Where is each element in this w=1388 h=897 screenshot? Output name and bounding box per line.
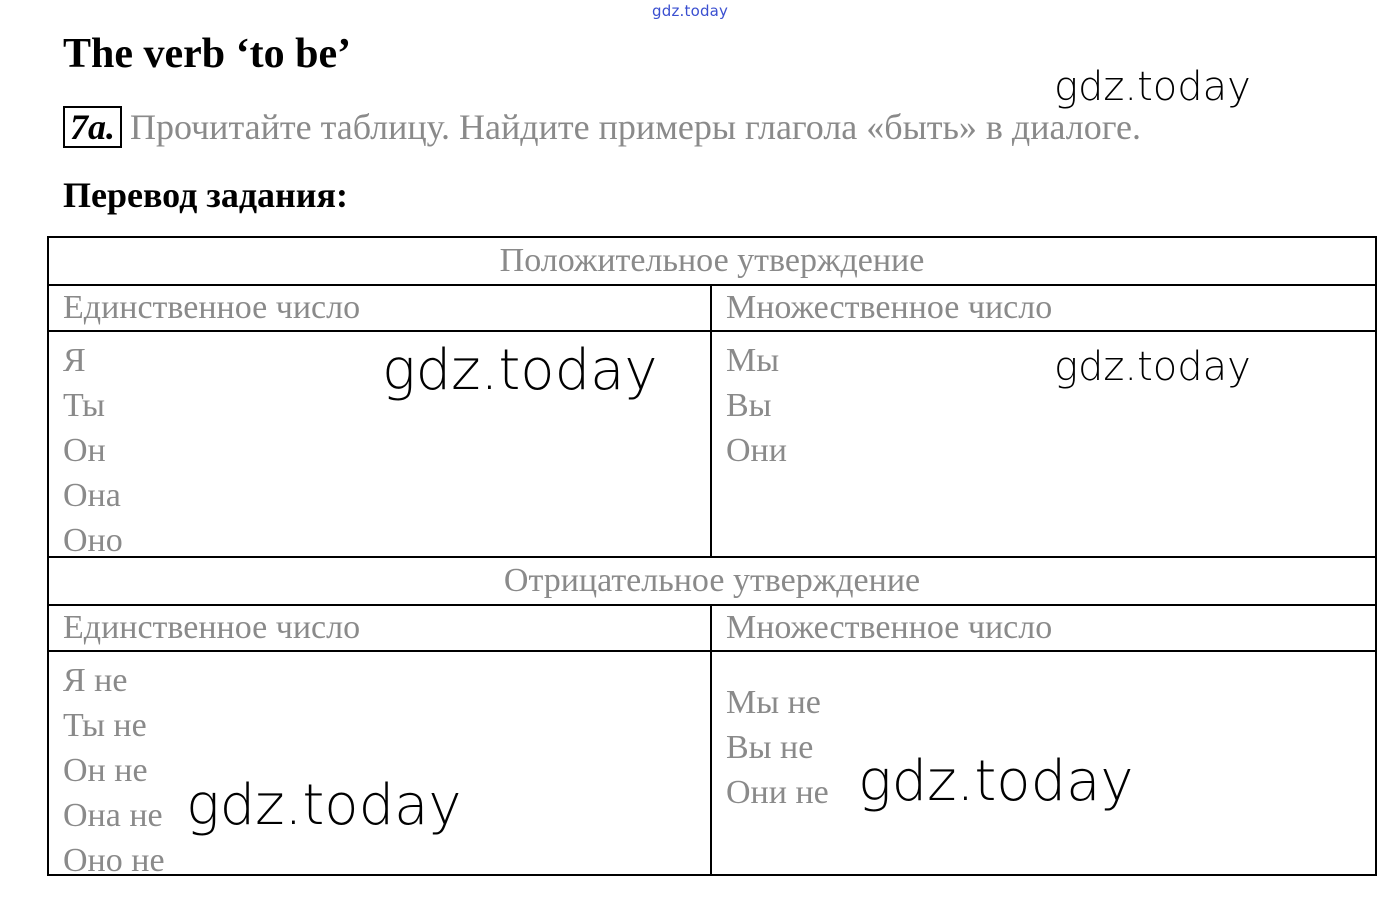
negative-singular-cell <box>49 652 712 879</box>
pronoun-ya: Я <box>63 342 86 379</box>
neg-pronoun-ty: Ты не <box>63 707 147 744</box>
pronoun-ona: Она <box>63 477 121 514</box>
positive-plural-label: Множественное число <box>726 289 1053 326</box>
negative-plural-label: Множественное число <box>726 609 1053 646</box>
watermark: gdz.today <box>858 749 1134 814</box>
neg-pronoun-ono: Оно не <box>63 842 165 879</box>
neg-pronoun-ona: Она не <box>63 797 163 834</box>
watermark: gdz.today <box>382 338 658 403</box>
negative-header: Отрицательное утверждение <box>49 558 1375 606</box>
pronoun-oni: Они <box>726 432 787 469</box>
negative-singular-label: Единственное число <box>49 606 712 650</box>
neg-pronoun-oni: Они не <box>726 774 829 811</box>
pronoun-ty: Ты <box>63 387 105 424</box>
pronoun-ono: Оно <box>63 522 123 559</box>
neg-pronoun-my: Мы не <box>726 684 821 721</box>
watermark-top: gdz.today <box>652 2 729 20</box>
translation-heading: Перевод задания: <box>63 175 348 215</box>
positive-subheader-row <box>49 286 1375 332</box>
task-instruction: Прочитайте таблицу. Найдите примеры глагола «быть» в диалоге. <box>130 107 1142 147</box>
pronoun-on: Он <box>63 432 106 469</box>
positive-singular-label: Единственное число <box>49 286 712 330</box>
positive-header: Положительное утверждение <box>49 238 1375 286</box>
watermark: gdz.today <box>186 773 462 838</box>
task-line <box>63 106 1141 148</box>
neg-pronoun-ya: Я не <box>63 662 128 699</box>
positive-plural-cell <box>712 332 1375 556</box>
task-number: 7a. <box>63 106 122 148</box>
watermark: gdz.today <box>1054 344 1251 390</box>
pronoun-vy: Вы <box>726 387 772 424</box>
pronoun-my: Мы <box>726 342 780 379</box>
neg-pronoun-vy: Вы не <box>726 729 814 766</box>
watermark: gdz.today <box>1054 64 1251 110</box>
page-title: The verb ‘to be’ <box>63 31 352 77</box>
negative-subheader-row <box>49 606 1375 652</box>
neg-pronoun-on: Он не <box>63 752 148 789</box>
negative-body-row <box>49 652 1375 879</box>
